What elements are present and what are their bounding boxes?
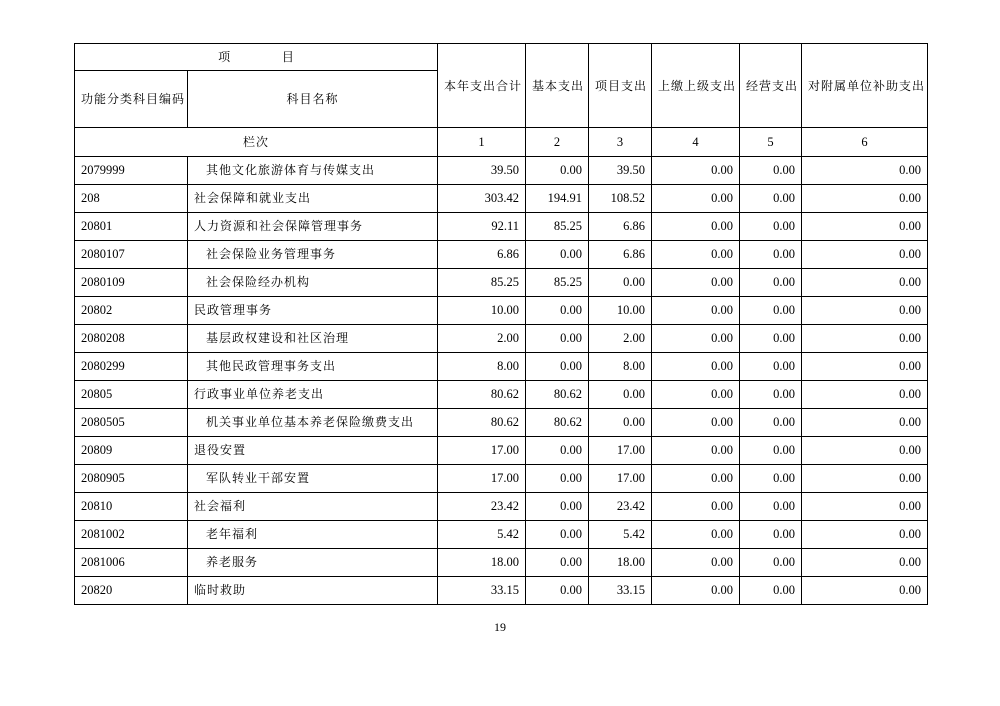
row-name: 其他文化旅游体育与传媒支出 (188, 157, 438, 185)
row-value-3: 39.50 (589, 157, 652, 185)
row-value-4: 0.00 (652, 157, 740, 185)
row-value-6: 0.00 (802, 381, 928, 409)
row-value-3: 10.00 (589, 297, 652, 325)
row-value-4: 0.00 (652, 465, 740, 493)
row-value-1: 92.11 (438, 213, 526, 241)
row-value-4: 0.00 (652, 437, 740, 465)
row-code: 2081006 (75, 549, 188, 577)
row-value-2: 0.00 (526, 297, 589, 325)
header-row-3 (75, 128, 928, 157)
row-value-1: 80.62 (438, 409, 526, 437)
row-value-4: 0.00 (652, 549, 740, 577)
table-row (75, 437, 928, 465)
row-value-4: 0.00 (652, 213, 740, 241)
row-value-5: 0.00 (740, 269, 802, 297)
row-value-6: 0.00 (802, 157, 928, 185)
row-code: 2081002 (75, 521, 188, 549)
row-value-5: 0.00 (740, 325, 802, 353)
row-name: 军队转业干部安置 (188, 465, 438, 493)
header-row-1 (75, 44, 928, 71)
row-value-1: 17.00 (438, 465, 526, 493)
row-value-4: 0.00 (652, 297, 740, 325)
header-idx-6: 6 (802, 128, 928, 157)
row-value-1: 5.42 (438, 521, 526, 549)
table-row (75, 381, 928, 409)
header-xiangmu-label: 项 目 (218, 50, 318, 64)
header-col4: 上缴上级支出 (652, 44, 740, 128)
row-value-1: 33.15 (438, 577, 526, 605)
row-value-5: 0.00 (740, 409, 802, 437)
row-value-4: 0.00 (652, 577, 740, 605)
row-value-6: 0.00 (802, 353, 928, 381)
expenditure-table (74, 43, 928, 605)
row-value-3: 108.52 (589, 185, 652, 213)
row-value-6: 0.00 (802, 549, 928, 577)
table-row (75, 297, 928, 325)
row-value-5: 0.00 (740, 549, 802, 577)
row-value-3: 5.42 (589, 521, 652, 549)
header-col2: 基本支出 (526, 44, 589, 128)
row-value-3: 17.00 (589, 465, 652, 493)
row-name: 人力资源和社会保障管理事务 (188, 213, 438, 241)
row-code: 2080109 (75, 269, 188, 297)
row-value-1: 18.00 (438, 549, 526, 577)
row-value-4: 0.00 (652, 269, 740, 297)
row-code: 2080107 (75, 241, 188, 269)
row-value-2: 80.62 (526, 409, 589, 437)
row-name: 老年福利 (188, 521, 438, 549)
row-name: 退役安置 (188, 437, 438, 465)
row-name: 社会保险业务管理事务 (188, 241, 438, 269)
table-row (75, 465, 928, 493)
row-value-2: 80.62 (526, 381, 589, 409)
header-idx-1: 1 (438, 128, 526, 157)
row-value-6: 0.00 (802, 297, 928, 325)
row-code: 20809 (75, 437, 188, 465)
row-value-2: 0.00 (526, 437, 589, 465)
table-row (75, 549, 928, 577)
header-idx-2: 2 (526, 128, 589, 157)
row-value-1: 17.00 (438, 437, 526, 465)
row-value-3: 2.00 (589, 325, 652, 353)
row-value-2: 85.25 (526, 269, 589, 297)
row-value-6: 0.00 (802, 269, 928, 297)
row-value-6: 0.00 (802, 325, 928, 353)
row-value-5: 0.00 (740, 213, 802, 241)
row-code: 20805 (75, 381, 188, 409)
row-value-3: 6.86 (589, 241, 652, 269)
row-value-6: 0.00 (802, 521, 928, 549)
header-col6: 对附属单位补助支出 (802, 44, 928, 128)
row-code: 2080208 (75, 325, 188, 353)
row-value-2: 194.91 (526, 185, 589, 213)
header-col5: 经营支出 (740, 44, 802, 128)
row-value-3: 17.00 (589, 437, 652, 465)
header-idx-3: 3 (589, 128, 652, 157)
row-name: 社会福利 (188, 493, 438, 521)
table-row (75, 269, 928, 297)
row-value-5: 0.00 (740, 381, 802, 409)
row-name: 民政管理事务 (188, 297, 438, 325)
row-name: 基层政权建设和社区治理 (188, 325, 438, 353)
row-value-3: 23.42 (589, 493, 652, 521)
row-value-2: 0.00 (526, 353, 589, 381)
row-value-4: 0.00 (652, 521, 740, 549)
row-name: 社会保险经办机构 (188, 269, 438, 297)
row-code: 2080905 (75, 465, 188, 493)
header-col3: 项目支出 (589, 44, 652, 128)
table-row (75, 241, 928, 269)
table-row (75, 521, 928, 549)
row-name: 其他民政管理事务支出 (188, 353, 438, 381)
row-value-6: 0.00 (802, 185, 928, 213)
row-value-2: 0.00 (526, 241, 589, 269)
table-body (75, 44, 928, 605)
row-value-4: 0.00 (652, 409, 740, 437)
row-name: 社会保障和就业支出 (188, 185, 438, 213)
table-row (75, 577, 928, 605)
row-code: 20810 (75, 493, 188, 521)
row-value-2: 0.00 (526, 577, 589, 605)
row-code: 2080299 (75, 353, 188, 381)
row-value-3: 18.00 (589, 549, 652, 577)
header-idx-5: 5 (740, 128, 802, 157)
page-number: 19 (494, 620, 506, 634)
row-value-4: 0.00 (652, 381, 740, 409)
table-row (75, 157, 928, 185)
header-xiangmu (75, 44, 438, 71)
row-value-4: 0.00 (652, 185, 740, 213)
row-code: 20801 (75, 213, 188, 241)
row-value-2: 0.00 (526, 325, 589, 353)
row-value-5: 0.00 (740, 241, 802, 269)
row-value-2: 0.00 (526, 157, 589, 185)
header-idx-4: 4 (652, 128, 740, 157)
row-code: 20802 (75, 297, 188, 325)
row-value-3: 33.15 (589, 577, 652, 605)
row-value-4: 0.00 (652, 493, 740, 521)
row-value-1: 10.00 (438, 297, 526, 325)
row-value-5: 0.00 (740, 437, 802, 465)
row-value-6: 0.00 (802, 465, 928, 493)
row-value-3: 0.00 (589, 381, 652, 409)
row-value-1: 8.00 (438, 353, 526, 381)
row-name: 机关事业单位基本养老保险缴费支出 (188, 409, 438, 437)
row-value-5: 0.00 (740, 353, 802, 381)
row-value-5: 0.00 (740, 185, 802, 213)
row-value-1: 80.62 (438, 381, 526, 409)
row-value-5: 0.00 (740, 297, 802, 325)
header-lanci: 栏次 (75, 128, 438, 157)
row-value-5: 0.00 (740, 577, 802, 605)
row-value-6: 0.00 (802, 241, 928, 269)
row-value-3: 0.00 (589, 409, 652, 437)
table-row (75, 185, 928, 213)
row-value-5: 0.00 (740, 521, 802, 549)
row-value-1: 6.86 (438, 241, 526, 269)
row-value-3: 8.00 (589, 353, 652, 381)
header-name-col: 科目名称 (188, 71, 438, 128)
row-name: 行政事业单位养老支出 (188, 381, 438, 409)
row-value-2: 85.25 (526, 213, 589, 241)
row-value-6: 0.00 (802, 577, 928, 605)
row-code: 20820 (75, 577, 188, 605)
row-value-4: 0.00 (652, 325, 740, 353)
header-col1: 本年支出合计 (438, 44, 526, 128)
row-value-4: 0.00 (652, 353, 740, 381)
table-row (75, 325, 928, 353)
row-value-4: 0.00 (652, 241, 740, 269)
row-value-2: 0.00 (526, 521, 589, 549)
header-code-col: 功能分类科目编码 (75, 71, 188, 128)
row-code: 208 (75, 185, 188, 213)
row-value-1: 23.42 (438, 493, 526, 521)
row-value-5: 0.00 (740, 157, 802, 185)
row-name: 临时救助 (188, 577, 438, 605)
row-value-1: 39.50 (438, 157, 526, 185)
row-value-1: 85.25 (438, 269, 526, 297)
row-name: 养老服务 (188, 549, 438, 577)
table-row (75, 409, 928, 437)
table-row (75, 353, 928, 381)
row-value-6: 0.00 (802, 409, 928, 437)
row-code: 2079999 (75, 157, 188, 185)
row-value-2: 0.00 (526, 465, 589, 493)
row-value-3: 6.86 (589, 213, 652, 241)
row-value-1: 303.42 (438, 185, 526, 213)
row-value-6: 0.00 (802, 213, 928, 241)
row-value-6: 0.00 (802, 493, 928, 521)
row-value-6: 0.00 (802, 437, 928, 465)
row-value-1: 2.00 (438, 325, 526, 353)
row-value-2: 0.00 (526, 493, 589, 521)
table-row (75, 493, 928, 521)
row-code: 2080505 (75, 409, 188, 437)
row-value-3: 0.00 (589, 269, 652, 297)
table-row (75, 213, 928, 241)
row-value-5: 0.00 (740, 465, 802, 493)
row-value-5: 0.00 (740, 493, 802, 521)
row-value-2: 0.00 (526, 549, 589, 577)
